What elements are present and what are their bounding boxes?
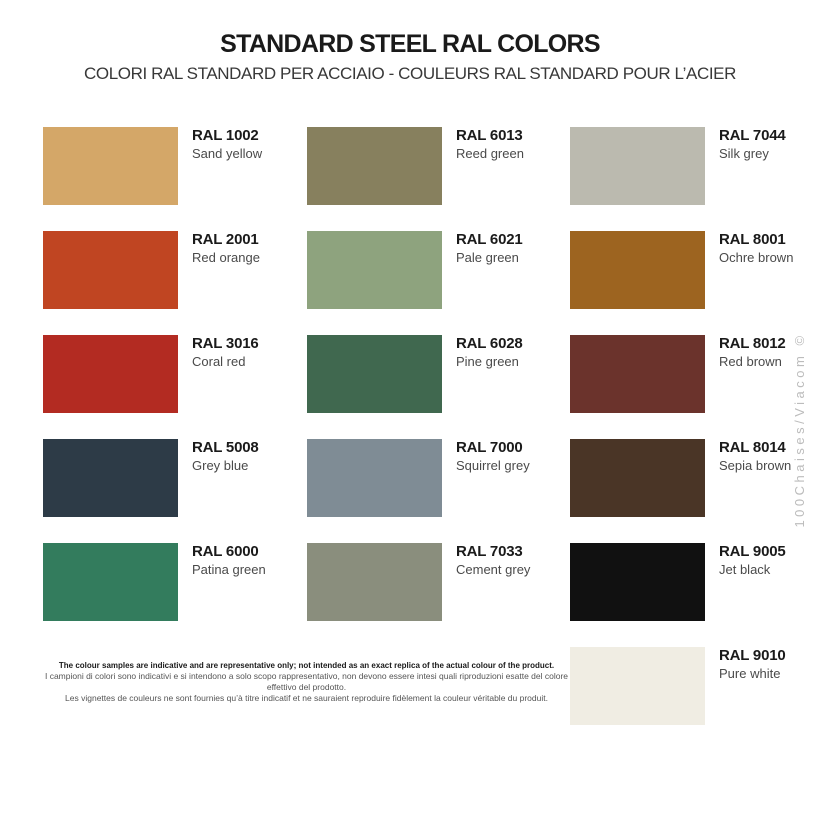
color-swatch — [43, 439, 178, 517]
page-title: STANDARD STEEL RAL COLORS — [220, 30, 600, 58]
color-name: Coral red — [192, 354, 246, 369]
swatch-labels — [192, 335, 259, 369]
color-swatch — [570, 335, 705, 413]
swatch-labels — [719, 439, 791, 473]
swatch-labels — [719, 231, 793, 265]
ral-code: RAL 6028 — [456, 335, 523, 352]
color-name: Ochre brown — [719, 250, 794, 265]
ral-code: RAL 6021 — [456, 231, 523, 248]
ral-code: RAL 6013 — [456, 127, 523, 144]
color-swatch — [570, 543, 705, 621]
ral-code: RAL 6000 — [192, 543, 259, 560]
ral-code: RAL 9010 — [719, 647, 786, 664]
swatch-labels — [456, 439, 530, 473]
color-swatch — [43, 543, 178, 621]
swatch-cell — [43, 231, 307, 335]
color-name: Pure white — [719, 666, 781, 681]
color-name: Reed green — [456, 146, 524, 161]
color-swatch — [307, 335, 442, 413]
swatch-labels — [192, 543, 266, 577]
ral-code: RAL 9005 — [719, 543, 786, 560]
swatch-labels — [456, 335, 523, 369]
ral-code: RAL 7000 — [456, 439, 523, 456]
swatch-cell — [43, 439, 307, 543]
color-name: Grey blue — [192, 458, 249, 473]
swatch-cell — [307, 439, 570, 543]
swatch-cell — [43, 543, 307, 647]
swatch-grid — [43, 127, 820, 751]
swatch-labels — [456, 127, 524, 161]
ral-code: RAL 2001 — [192, 231, 259, 248]
swatch-cell — [570, 127, 820, 231]
ral-code: RAL 1002 — [192, 127, 259, 144]
color-name: Red orange — [192, 250, 260, 265]
color-name: Cement grey — [456, 562, 531, 577]
swatch-cell — [307, 127, 570, 231]
ral-code: RAL 5008 — [192, 439, 259, 456]
color-swatch — [43, 231, 178, 309]
swatch-cell — [307, 543, 570, 647]
page-subtitle: COLORI RAL STANDARD PER ACCIAIO - COULEURS RAL STANDARD POUR L’ACIER — [84, 63, 736, 83]
color-swatch — [570, 439, 705, 517]
color-swatch — [570, 231, 705, 309]
swatch-cell — [570, 647, 820, 751]
color-swatch — [570, 647, 705, 725]
disclaimer-line-fr: Les vignettes de couleurs ne sont fournies qu’à titre indicatif et ne sauraient reproduire fidèlement la couleur véritable du produit. — [65, 693, 548, 703]
swatch-cell — [43, 127, 307, 231]
color-name: Jet black — [719, 562, 771, 577]
swatch-cell — [570, 231, 820, 335]
swatch-labels — [192, 231, 260, 265]
ral-code: RAL 7044 — [719, 127, 786, 144]
swatch-labels — [192, 439, 259, 473]
color-name: Pine green — [456, 354, 519, 369]
swatch-labels — [456, 543, 530, 577]
color-swatch — [307, 439, 442, 517]
ral-code: RAL 8001 — [719, 231, 786, 248]
swatch-cell — [570, 439, 820, 543]
disclaimer-line-it: I campioni di colori sono indicativi e si intendono a solo scopo rappresentativo, non devono essere intesi quali riproduzioni esatte del colore effettivo del prodotto. — [44, 671, 569, 692]
swatch-cell — [570, 335, 820, 439]
color-name: Silk grey — [719, 146, 769, 161]
page-header — [0, 0, 820, 84]
swatch-labels — [719, 127, 786, 161]
color-swatch — [307, 127, 442, 205]
color-swatch — [43, 127, 178, 205]
ral-code: RAL 3016 — [192, 335, 259, 352]
color-swatch — [570, 127, 705, 205]
color-name: Sand yellow — [192, 146, 263, 161]
color-name: Patina green — [192, 562, 266, 577]
ral-code: RAL 8012 — [719, 335, 786, 352]
swatch-labels — [719, 335, 786, 369]
swatch-cell — [570, 543, 820, 647]
disclaimer — [43, 647, 570, 704]
ral-code: RAL 7033 — [456, 543, 523, 560]
color-name: Pale green — [456, 250, 519, 265]
swatch-labels — [719, 647, 786, 681]
swatch-labels — [456, 231, 523, 265]
swatch-cell — [307, 231, 570, 335]
disclaimer-line-en: The colour samples are indicative and are representative only; not intended as an exact replica of the actual colour of the product. — [58, 661, 555, 670]
swatch-labels — [192, 127, 262, 161]
color-name: Sepia brown — [719, 458, 792, 473]
swatch-cell — [43, 335, 307, 439]
color-swatch — [307, 231, 442, 309]
color-swatch — [43, 335, 178, 413]
watermark: 100Chaises/Viacom © — [792, 332, 807, 528]
swatch-labels — [719, 543, 786, 577]
color-name: Red brown — [719, 354, 782, 369]
color-swatch — [307, 543, 442, 621]
color-name: Squirrel grey — [456, 458, 530, 473]
swatch-cell — [307, 335, 570, 439]
ral-code: RAL 8014 — [719, 439, 786, 456]
